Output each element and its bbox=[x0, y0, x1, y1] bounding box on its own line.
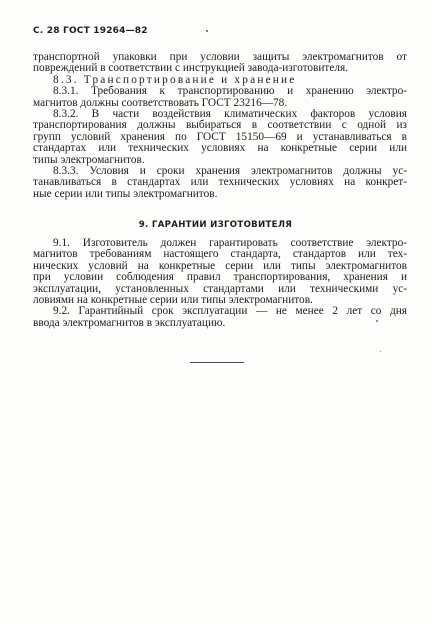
text-line: нических условий на конкретные серии или типы электромагнитов bbox=[33, 259, 407, 272]
scan-speck bbox=[376, 320, 378, 322]
text-line: магнитов должны соответствовать ГОСТ 23216—78. bbox=[33, 96, 288, 109]
text-line: ввода электромагнитов в эксплуатацию. bbox=[33, 316, 226, 329]
text-line: 8.3.2. В части воздействия климатических факторов условия bbox=[53, 108, 407, 121]
subsection-heading: 8.3. Транспортирование и хранение bbox=[53, 73, 297, 86]
text-line: 8.3.3. Условия и сроки хранения электромагнитов должны ус- bbox=[53, 165, 407, 178]
text-line: при условии соблюдения правил транспортирования, хранения и bbox=[33, 271, 407, 284]
page-header: С. 28 ГОСТ 19264—82 bbox=[33, 26, 148, 36]
text-block-storage bbox=[33, 52, 407, 200]
text-line: 9.2. Гарантийный срок эксплуатации — не менее 2 лет со дня bbox=[53, 305, 407, 318]
text-line: транспортной упаковки при условии защиты электромагнитов от bbox=[33, 51, 407, 63]
text-line: групп условий хранения по ГОСТ 15150—69 и устанавливаться в bbox=[33, 130, 407, 143]
text-line: магнитов требованиям настоящего стандарта, стандартов или тех- bbox=[33, 248, 407, 261]
text-block-warranty bbox=[33, 238, 407, 329]
text-line: ловиями на конкретные серии или типы электромагнитов. bbox=[33, 294, 313, 307]
text-line: типы электромагнитов. bbox=[33, 153, 145, 166]
text-line: повреждений в соответствии с инструкцией завода-изготовителя. bbox=[33, 62, 349, 75]
text-line: танавливаться в стандартах или технических условиях на конкрет- bbox=[33, 176, 407, 189]
section-title: 9. ГАРАНТИИ ИЗГОТОВИТЕЛЯ bbox=[138, 220, 293, 230]
text-line: ные серии или типы электромагнитов. bbox=[33, 187, 218, 200]
text-line: 9.1. Изготовитель должен гарантировать соответствие электро- bbox=[53, 237, 407, 249]
end-rule bbox=[190, 362, 244, 363]
text-line: транспортирования должны выбираться в соответствии с одной из bbox=[33, 119, 407, 132]
scan-speck bbox=[206, 30, 208, 32]
text-line: эксплуатации, установленных стандартами или техническими ус- bbox=[33, 282, 407, 295]
text-line: 8.3.1. Требования к транспортированию и хранению электро- bbox=[53, 85, 407, 98]
text-line: стандартах или технических условиях на конкретные серии или bbox=[33, 142, 407, 155]
scan-speck bbox=[380, 351, 381, 352]
